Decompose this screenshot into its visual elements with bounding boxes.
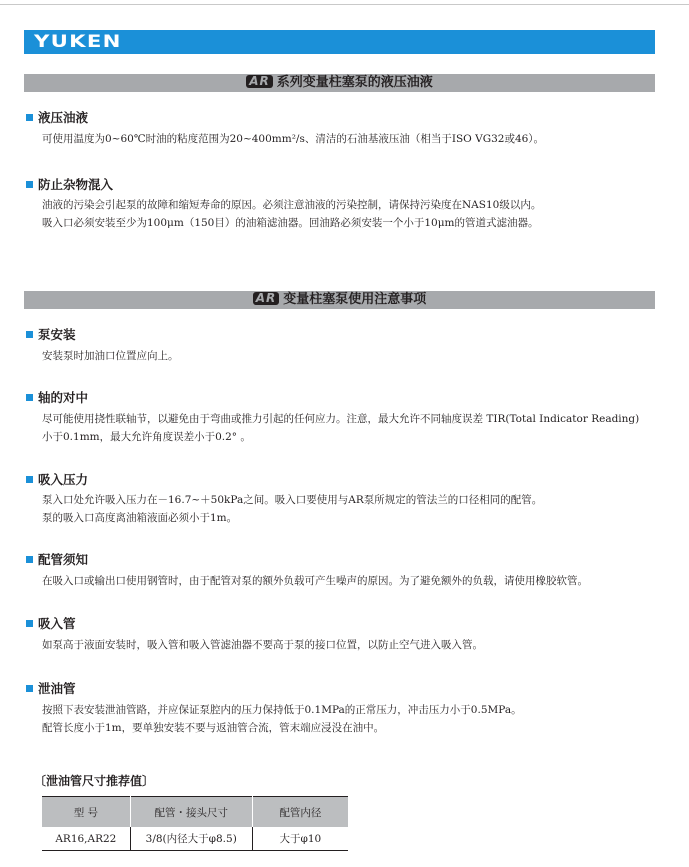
- column-header-fitting-size: 配管・接头尺寸: [130, 797, 252, 828]
- paragraph-contamination: [42, 196, 662, 232]
- yuken-logo: YUKEN: [34, 32, 122, 52]
- text-line: 尽可能使用挠性联轴节，以避免由于弯曲或推力引起的任何应力。注意，最大允许不同轴度误差 TIR(Total Indicator Reading): [42, 413, 640, 425]
- column-header-inner-diameter: 配管内径: [252, 797, 348, 828]
- paragraph-fluid: [42, 130, 662, 148]
- ar-series-logo: AR: [253, 292, 280, 305]
- section-title-precautions: [24, 291, 655, 309]
- drain-table-title: 〔泄油管尺寸推荐值〕: [34, 774, 155, 788]
- table-row: [42, 827, 348, 851]
- bullet-square-icon: [26, 685, 33, 692]
- heading-contamination: 防止杂物混入: [26, 178, 113, 192]
- section-title-fluid: [24, 74, 655, 92]
- text-line: 可使用温度为0~60℃时油的粘度范围为20~400mm²/s、清洁的石油基液压油（相当于ISO VG32或46）。: [42, 133, 545, 145]
- text-line: 如泵高于液面安装时，吸入管和吸入管滤油器不要高于泵的接口位置，以防止空气进入吸入管。: [42, 639, 483, 651]
- heading-shaft: 轴的对中: [26, 391, 88, 405]
- bullet-square-icon: [26, 331, 33, 338]
- top-rule: [0, 0, 689, 5]
- text-line: 按照下表安装泄油管路，并应保证泵腔内的压力保持低于0.1MPa的正常压力，冲击压力小于0.5MPa。: [42, 704, 522, 716]
- paragraph-piping: [42, 572, 662, 590]
- text-line: 在吸入口或输出口使用钢管时，由于配管对泵的额外负载可产生噪声的原因。为了避免额外的负载，请使用橡胶软管。: [42, 575, 588, 587]
- heading-fluid: 液压油液: [26, 111, 88, 125]
- heading-install: 泵安装: [26, 328, 76, 342]
- heading-drain: 泄油管: [26, 682, 76, 696]
- drain-pipe-table: [42, 796, 348, 851]
- bullet-square-icon: [26, 476, 33, 483]
- section-title-text: 变量柱塞泵使用注意事项: [283, 292, 427, 307]
- bullet-square-icon: [26, 556, 33, 563]
- text-line: 泵入口处允许吸入压力在－16.7~＋50kPa之间。吸入口要使用与AR泵所规定的管法兰的口径相同的配管。: [42, 494, 543, 506]
- text-line: 安装泵时加油口位置应向上。: [42, 350, 179, 362]
- text-line: 油液的污染会引起泵的故障和缩短寿命的原因。必须注意油液的污染控制，请保持污染度在NAS10级以内。: [42, 199, 542, 211]
- heading-piping: 配管须知: [26, 553, 88, 567]
- bullet-square-icon: [26, 394, 33, 401]
- heading-suction-pipe: 吸入管: [26, 617, 76, 631]
- bullet-square-icon: [26, 620, 33, 627]
- paragraph-suction-pressure: [42, 491, 662, 527]
- bullet-square-icon: [26, 181, 33, 188]
- cell-fitting-size: 3/8(内径大于φ8.5): [130, 827, 252, 851]
- ar-series-logo: AR: [246, 75, 273, 88]
- paragraph-install: [42, 347, 662, 365]
- column-header-model: 型 号: [42, 797, 130, 828]
- brand-header-bar: [24, 30, 655, 54]
- paragraph-shaft: [42, 410, 662, 446]
- text-line: 泵的吸入口高度离油箱液面必须小于1m。: [42, 512, 238, 524]
- paragraph-suction-pipe: [42, 636, 662, 654]
- bullet-square-icon: [26, 114, 33, 121]
- text-line: 吸入口必须安装至少为100μm（150目）的油箱滤油器。回油路必须安装一个小于10μm的管道式滤油器。: [42, 217, 539, 229]
- text-line: 小于0.1mm，最大允许角度误差小于0.2° 。: [42, 431, 251, 443]
- section-title-text: 系列变量柱塞泵的液压油液: [276, 75, 433, 90]
- paragraph-drain: [42, 701, 662, 737]
- cell-model: AR16,AR22: [42, 827, 130, 851]
- heading-suction-pressure: 吸入压力: [26, 473, 88, 487]
- table-header-row: [42, 797, 348, 828]
- text-line: 配管长度小于1m，要单独安装不要与返油管合流，管末端应浸没在油中。: [42, 722, 385, 734]
- cell-inner-diameter: 大于φ10: [252, 827, 348, 851]
